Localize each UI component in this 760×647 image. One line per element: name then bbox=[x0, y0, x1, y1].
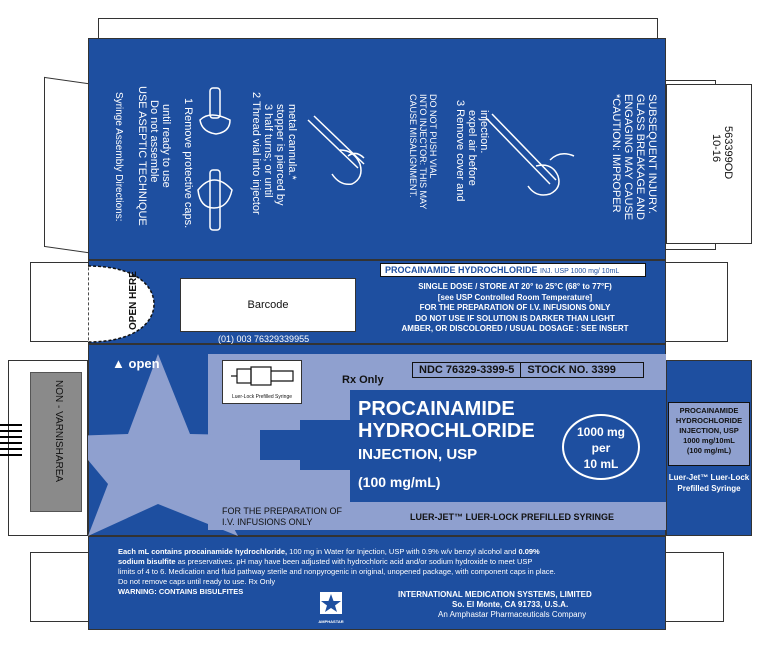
amphastar-logo-text: AMPHASTAR bbox=[318, 619, 344, 624]
step-2c: stopper is pierced by bbox=[274, 104, 286, 206]
composition-2: as preservatives. pH may have been adjusted with hydrochloric acid and/or sodium hydroxide to meet USP bbox=[175, 557, 533, 566]
company-block bbox=[398, 590, 592, 620]
step-2a: 2 Thread vial into injector bbox=[250, 92, 262, 215]
side-name-3: INJECTION, USP bbox=[679, 426, 739, 435]
composition-bold: Each mL contains procainamide hydrochloride, bbox=[118, 547, 288, 556]
open-here-label: OPEN HERE bbox=[128, 271, 139, 330]
right-side-product-box bbox=[668, 402, 750, 466]
non-varnish-label: NON - VARNISHAREA bbox=[53, 380, 64, 483]
caution-b: ENGAGING MAY CAUSE bbox=[622, 94, 634, 221]
stock-number: STOCK NO. 3399 bbox=[527, 364, 616, 376]
open-triangle-icon: ▲ bbox=[112, 356, 125, 371]
step-3c: injection. bbox=[478, 110, 490, 154]
directions-title: Syringe Assembly Directions: bbox=[113, 92, 124, 222]
composition-3: limits of 4 to 6. Medication and fluid pathway sterile and nonpyrogenic in original, unopened package, with component caps in place. bbox=[118, 567, 556, 576]
rx-only: Rx Only bbox=[342, 374, 384, 386]
top-flap-tab bbox=[98, 18, 658, 38]
dose-circle bbox=[562, 414, 640, 480]
barcode-number: (01) 003 76329339955 bbox=[218, 334, 310, 344]
prep-line-1: FOR THE PREPARATION OF bbox=[222, 506, 343, 516]
product-name-3: INJECTION, USP bbox=[358, 446, 478, 463]
caution-d: SUBSEQUENT INJURY. bbox=[646, 94, 658, 214]
storage-info bbox=[370, 282, 660, 335]
company-name: INTERNATIONAL MEDICATION SYSTEMS, LIMITED bbox=[398, 590, 592, 599]
amphastar-logo bbox=[318, 592, 344, 622]
bisulfite-bold: sodium bisulfite bbox=[118, 557, 176, 566]
step-2d: metal cannula.* bbox=[286, 104, 298, 180]
push-warning-c: CAUSE MISALIGNMENT. bbox=[408, 94, 418, 198]
side-dose-2: (100 mg/mL) bbox=[686, 446, 732, 455]
product-header-small: INJ. USP 1000 mg/ 10mL bbox=[540, 268, 620, 275]
side-dose-1: 1000 mg/10mL bbox=[683, 436, 735, 445]
product-name-2: HYDROCHLORIDE bbox=[358, 420, 535, 442]
side-name-1: PROCAINAMIDE bbox=[679, 406, 739, 415]
storage-line-2: [see USP Controlled Room Temperature] bbox=[437, 292, 593, 302]
step-2b: 3 half turns; or until bbox=[262, 104, 274, 198]
syringe-caption: Luer-Lock Prefilled Syringe bbox=[231, 394, 293, 400]
caution-c: GLASS BREAKAGE AND bbox=[634, 94, 646, 220]
step-3a: 3 Remove cover and bbox=[454, 100, 466, 202]
step-3b: expel air before bbox=[466, 110, 478, 186]
open-label[interactable] bbox=[112, 356, 160, 371]
step-1: 1 Remove protective caps. bbox=[182, 98, 194, 229]
top-panel-left-tab bbox=[30, 262, 88, 342]
product-code: 563399OD bbox=[722, 126, 734, 180]
storage-line-1: SINGLE DOSE / STORE AT 20° to 25°C (68° to 77°F) bbox=[418, 282, 612, 291]
aseptic-text: USE ASEPTIC TECHNIQUE bbox=[136, 86, 148, 226]
product-header: PROCAINAMIDE HYDROCHLORIDE bbox=[385, 265, 538, 275]
caution-a: *CAUTION: IMPROPER bbox=[610, 94, 622, 213]
storage-line-5: AMBER, OR DISCOLORED / USUAL DOSAGE : SEE INSERT bbox=[401, 324, 629, 333]
hand-expel-illustration bbox=[480, 110, 580, 200]
syringe-image-box bbox=[222, 360, 302, 404]
top-panel-right-tab bbox=[666, 262, 728, 342]
barcode-box bbox=[180, 278, 356, 332]
concentration: (100 mg/mL) bbox=[358, 474, 441, 490]
open-text: open bbox=[128, 356, 160, 371]
bottom-tab-right bbox=[666, 552, 724, 622]
prep-text bbox=[222, 506, 342, 528]
hand-cap-illustration bbox=[196, 80, 236, 240]
dose-3: 10 mL bbox=[583, 457, 619, 471]
right-side-luer bbox=[668, 472, 750, 494]
luer-jet-text: LUER-JET™ LUER-LOCK PREFILLED SYRINGE bbox=[410, 512, 615, 522]
color-bars bbox=[0, 424, 22, 464]
side-luer-1: Luer-Jet™ Luer-Lock bbox=[668, 473, 750, 482]
barcode-label: Barcode bbox=[247, 299, 289, 311]
side-name-2: HYDROCHLORIDE bbox=[675, 416, 743, 425]
dose-2: per bbox=[591, 441, 611, 455]
company-address: So. El Monte, CA 91733, U.S.A. bbox=[452, 600, 569, 609]
top-tab-left bbox=[44, 77, 88, 253]
product-code-date: 10-16 bbox=[710, 134, 722, 163]
hand-thread-illustration bbox=[300, 110, 380, 190]
push-warning-b: INTO INJECTOR: THIS MAY bbox=[418, 94, 428, 210]
ndc-box bbox=[412, 362, 644, 378]
warning-text: WARNING: CONTAINS BISULFITES bbox=[118, 587, 244, 596]
push-warning-a: DO NOT PUSH VIAL bbox=[428, 94, 438, 179]
ndc-number: NDC 76329-3399-5 bbox=[413, 363, 521, 377]
until-ready: until ready to use bbox=[160, 104, 172, 188]
product-header-box bbox=[380, 263, 646, 277]
bottom-tab-left bbox=[30, 552, 88, 622]
prep-line-2: I.V. INFUSIONS ONLY bbox=[222, 517, 313, 527]
composition-1: 100 mg in Water for Injection, USP with 0.9% w/v benzyl alcohol and bbox=[287, 547, 519, 556]
do-not-assemble: Do not assemble bbox=[148, 100, 160, 183]
company-parent: An Amphastar Pharmaceuticals Company bbox=[438, 610, 587, 619]
dose-1: 1000 mg bbox=[576, 425, 626, 439]
amphastar-star-icon bbox=[320, 592, 342, 614]
side-luer-2: Prefilled Syringe bbox=[677, 484, 741, 493]
syringe-icon bbox=[223, 361, 301, 391]
open-here-tab[interactable] bbox=[88, 264, 158, 344]
product-name-1: PROCAINAMIDE bbox=[358, 398, 515, 420]
storage-line-3: FOR THE PREPARATION OF I.V. INFUSIONS ONLY bbox=[419, 303, 611, 312]
storage-line-4: DO NOT USE IF SOLUTION IS DARKER THAN LIGHT bbox=[415, 313, 615, 323]
composition-bold-2: 0.09% bbox=[518, 547, 540, 556]
composition-4: Do not remove caps until ready to use. Rx Only bbox=[118, 577, 276, 586]
top-flap-right-white bbox=[666, 84, 752, 244]
